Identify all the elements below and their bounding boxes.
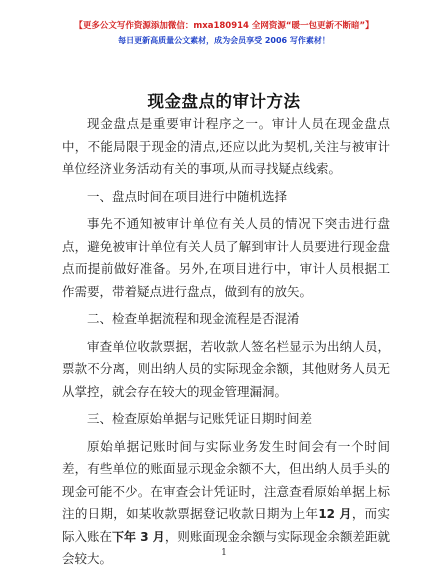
promo-banner-line-2: 每日更新高质量公文素材，成为会员享受 2006 写作素材！ [118, 36, 330, 45]
section-1-heading: 一、盘点时间在项目进行中随机选择 [87, 188, 288, 204]
promo-banner-line-1: 【更多公文写作资源添加微信：mxa180914 全网资源“暖一包更新不断暗”】 [74, 21, 374, 31]
section-3-heading: 三、检查原始单据与记账凭证日期时间差 [87, 411, 313, 426]
intro-paragraph: 现金盘点是重要审计程序之一。审计人员在现金盘点中，不能局限于现金的清点,还应以此为契机,关注与被审计单位经济业务活动有关的事项,从而寻找疑点线索。 [62, 116, 390, 176]
section-2-body: 审查单位收款票据，若收款人签名栏显示为出纳人员，票款不分离，则出纳人员的实际现金余额，其他财务人员无从掌控，就会存在较大的现金管理漏洞。 [62, 338, 390, 399]
document-title: 现金盘点的审计方法 [147, 92, 301, 111]
section-3-text-b: ，而实际入账在 [62, 506, 390, 544]
page-number: 1 [221, 548, 227, 558]
section-3-emphasis-2: 下年 3 月 [112, 529, 165, 544]
document-body [62, 113, 390, 571]
section-3-text-a: 原始单据记账时间与实际业务发生时间会有一个时间差，有些单位的账面显示现金余额不大，但出纳人员手头的现金可能不少。在审查会计凭证时，注意查看原始单据上标注的日期，如某收款票据登记收款日期为上年 [62, 438, 390, 521]
section-2-heading: 二、检查单据流程和现金流程是否混淆 [87, 311, 300, 326]
section-1-body: 事先不通知被审计单位有关人员的情况下突击进行盘点，避免被审计单位有关人员了解到审计人员要进行现金盘点而提前做好准备。另外,在项目进行中，审计人员根据工作需要，带着疑点进行盘点，做到有的放矢。 [62, 216, 390, 299]
section-3-text-c: ，则账面现金余额与实际现金余额差距就会较大。 [62, 528, 390, 566]
section-3-emphasis-1: 12 月 [318, 507, 352, 521]
